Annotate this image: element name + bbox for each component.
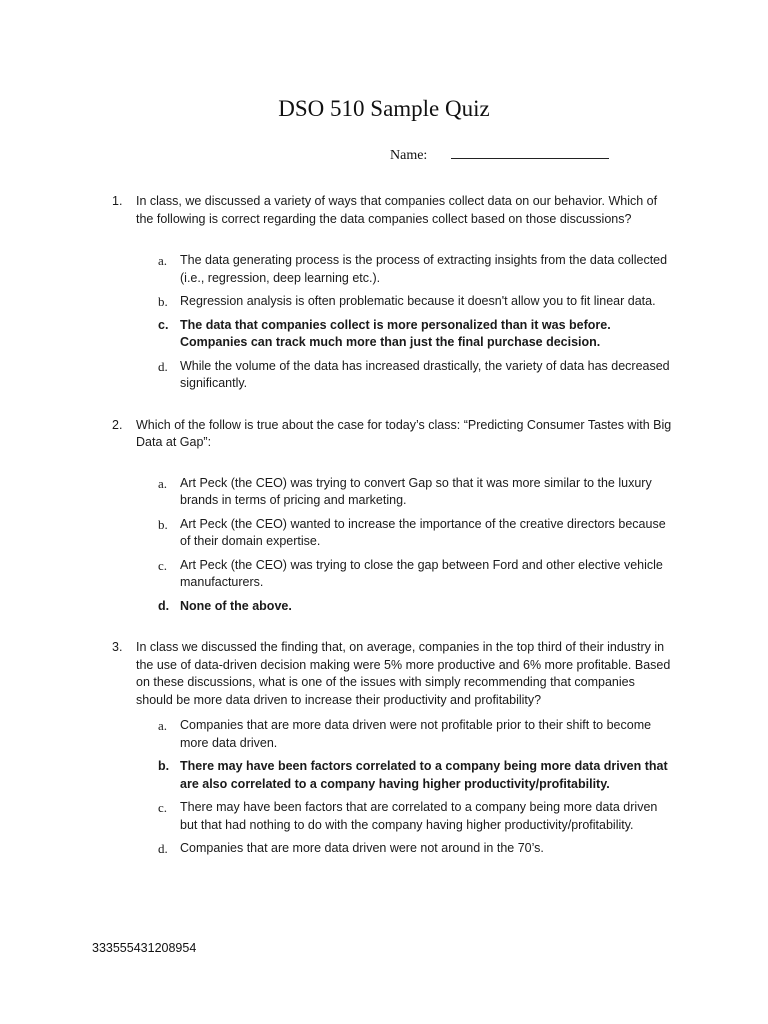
option-d: [158, 358, 672, 393]
question-1: [112, 193, 672, 393]
option-list: [136, 717, 672, 858]
option-text: There may have been factors that are correlated to a company being more data driven but that had nothing to do with the company having higher productivity/profitability.: [180, 800, 658, 832]
option-d: [158, 840, 672, 858]
option-text: Art Peck (the CEO) wanted to increase the importance of the creative directors because of their domain expertise.: [180, 516, 666, 548]
option-text: None of the above.: [180, 598, 292, 613]
option-text: There may have been factors correlated to a company being more data driven that are also correlated to a company having higher productivity/profitability.: [180, 759, 668, 791]
option-letter: b.: [158, 759, 170, 773]
option-letter: a.: [158, 475, 168, 491]
question-number: 2.: [112, 417, 123, 432]
option-a: [158, 475, 672, 510]
option-text: Companies that are more data driven were not around in the 70’s.: [180, 841, 544, 855]
question-text: In class we discussed the finding that, on average, companies in the top third of their industry in the use of data-driven decision making were 5% more productive and 6% more profitable. Based on these discussions, what is one of the issues with simply recommending that companies should be more data driven to increase their productivity and profitability?: [136, 640, 671, 707]
question-number: 1.: [112, 194, 123, 208]
option-c: [158, 799, 672, 834]
question-3: [112, 639, 672, 858]
name-blank-line: [451, 146, 609, 159]
option-letter: d.: [158, 598, 170, 613]
question-2: [112, 417, 672, 616]
option-b: [158, 516, 672, 551]
document-footer-id: 333555431208954: [92, 941, 197, 955]
option-a: [158, 717, 672, 752]
question-text: In class, we discussed a variety of ways that companies collect data on our behavior. Which of the following is correct regarding the data companies collect based on those discussions?: [136, 194, 658, 226]
option-c: [158, 557, 672, 592]
option-text: Regression analysis is often problematic because it doesn't allow you to fit linear data.: [180, 294, 656, 308]
option-b: [158, 293, 672, 311]
option-a: [158, 252, 672, 287]
option-letter: c.: [158, 800, 168, 815]
option-text: Art Peck (the CEO) was trying to convert Gap so that it was more similar to the luxury brands in terms of pricing and marketing.: [180, 475, 652, 507]
option-letter: b.: [158, 516, 168, 532]
option-letter: d.: [158, 841, 168, 856]
option-text: The data that companies collect is more personalized than it was before. Companies can track much more than just the final purchase decision.: [180, 317, 611, 349]
name-label: Name:: [390, 148, 428, 163]
option-text: Companies that are more data driven were not profitable prior to their shift to become more data driven.: [180, 718, 652, 750]
document-title: DSO 510 Sample Quiz: [278, 96, 490, 121]
option-text: While the volume of the data has increased drastically, the variety of data has decreased significantly.: [180, 358, 670, 390]
option-list: [136, 252, 672, 393]
question-list: [112, 193, 672, 864]
option-list: [136, 475, 672, 616]
option-letter: a.: [158, 253, 168, 268]
option-letter: d.: [158, 358, 168, 374]
name-field-row: [390, 146, 609, 164]
option-text: Art Peck (the CEO) was trying to close the gap between Ford and other elective vehicle manufacturers.: [180, 557, 663, 589]
option-letter: c.: [158, 557, 168, 573]
option-d-correct: [158, 598, 672, 616]
question-text: Which of the follow is true about the case for today’s class: “Predicting Consumer Tastes with Big Data at Gap”:: [136, 417, 672, 449]
option-letter: c.: [158, 317, 169, 332]
option-letter: b.: [158, 294, 168, 309]
option-b-correct: [158, 758, 672, 793]
option-letter: a.: [158, 718, 168, 733]
option-text: The data generating process is the process of extracting insights from the data collected (i.e., regression, deep learning etc.).: [180, 253, 668, 285]
option-c-correct: [158, 317, 672, 352]
question-number: 3.: [112, 640, 123, 654]
